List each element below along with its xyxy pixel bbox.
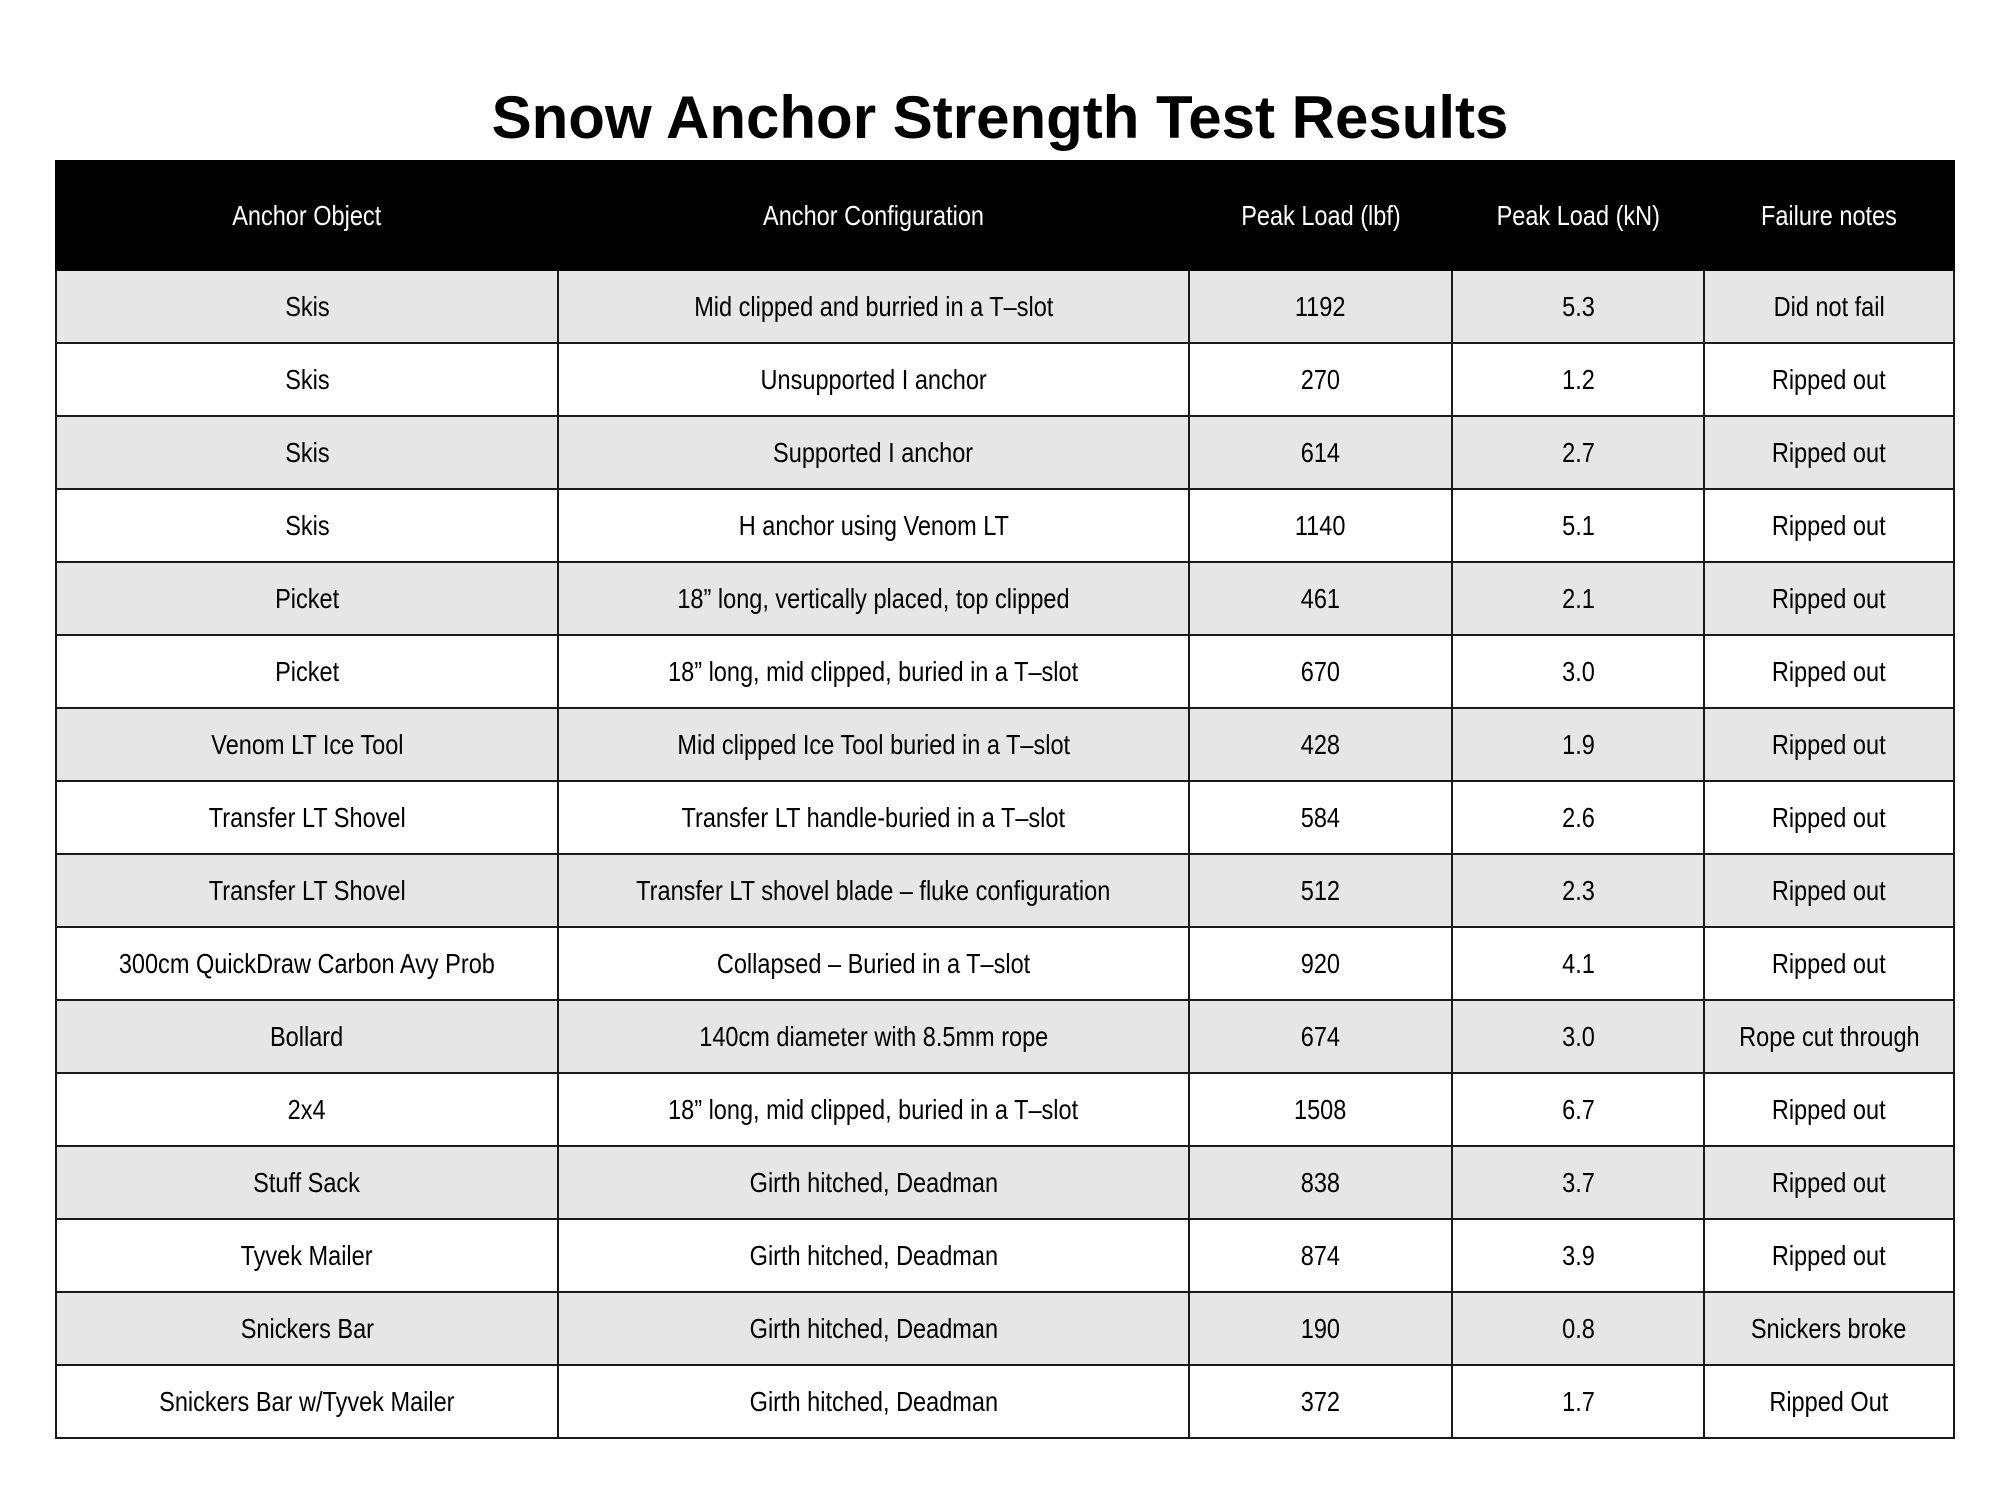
column-header-peak-load-lbf — [1189, 161, 1452, 270]
cell-anchor-object — [56, 416, 558, 489]
cell-value: Stuff Sack — [253, 1166, 361, 1198]
cell-failure-notes — [1704, 1219, 1954, 1292]
table-row — [56, 1073, 1954, 1146]
cell-value: 3.7 — [1561, 1166, 1595, 1198]
cell-anchor-object — [56, 708, 558, 781]
cell-value: 1.2 — [1561, 363, 1595, 395]
cell-value: 2.3 — [1561, 874, 1595, 906]
cell-anchor-object — [56, 1146, 558, 1219]
table-row — [56, 416, 1954, 489]
cell-value: Transfer LT Shovel — [208, 801, 406, 833]
cell-value: 1140 — [1295, 509, 1346, 541]
cell-peak-load-lbf — [1189, 343, 1452, 416]
cell-value: Ripped out — [1772, 1093, 1886, 1125]
cell-value: 1.7 — [1561, 1385, 1595, 1417]
table-row — [56, 489, 1954, 562]
table-row — [56, 1365, 1954, 1438]
cell-peak-load-lbf — [1189, 562, 1452, 635]
cell-value: 18” long, vertically placed, top clipped — [677, 582, 1070, 614]
cell-anchor-object — [56, 489, 558, 562]
cell-peak-load-lbf — [1189, 1219, 1452, 1292]
cell-value: Snickers Bar w/Tyvek Mailer — [159, 1385, 455, 1417]
cell-peak-load-kn — [1452, 708, 1704, 781]
cell-value: Ripped out — [1772, 655, 1886, 687]
cell-value: 18” long, mid clipped, buried in a T–slot — [668, 655, 1079, 687]
cell-peak-load-kn — [1452, 854, 1704, 927]
cell-value: Ripped out — [1772, 1239, 1886, 1271]
column-header-label: Anchor Object — [232, 199, 382, 231]
cell-failure-notes — [1704, 416, 1954, 489]
cell-anchor-configuration — [558, 1000, 1189, 1073]
cell-value: Skis — [284, 290, 330, 322]
cell-anchor-object — [56, 854, 558, 927]
cell-peak-load-kn — [1452, 927, 1704, 1000]
cell-anchor-object — [56, 1219, 558, 1292]
cell-anchor-configuration — [558, 416, 1189, 489]
cell-anchor-configuration — [558, 781, 1189, 854]
cell-value: Girth hitched, Deadman — [749, 1312, 998, 1344]
cell-peak-load-kn — [1452, 1000, 1704, 1073]
cell-peak-load-kn — [1452, 1219, 1704, 1292]
cell-anchor-configuration — [558, 489, 1189, 562]
table-row — [56, 343, 1954, 416]
cell-value: Collapsed – Buried in a T–slot — [716, 947, 1031, 979]
cell-value: 2.6 — [1561, 801, 1595, 833]
cell-anchor-configuration — [558, 1146, 1189, 1219]
cell-value: 6.7 — [1561, 1093, 1595, 1125]
column-header-anchor-configuration — [558, 161, 1189, 270]
cell-failure-notes — [1704, 1365, 1954, 1438]
cell-failure-notes — [1704, 635, 1954, 708]
table-row — [56, 1000, 1954, 1073]
column-header-label: Anchor Configuration — [763, 199, 984, 231]
cell-failure-notes — [1704, 708, 1954, 781]
cell-peak-load-kn — [1452, 635, 1704, 708]
cell-value: Girth hitched, Deadman — [749, 1239, 998, 1271]
table-row — [56, 1292, 1954, 1365]
cell-value: Ripped out — [1772, 801, 1886, 833]
cell-value: Ripped out — [1772, 1166, 1886, 1198]
cell-value: 1192 — [1295, 290, 1346, 322]
cell-peak-load-lbf — [1189, 1292, 1452, 1365]
page-title: Snow Anchor Strength Test Results — [491, 84, 1509, 152]
cell-value: Skis — [284, 363, 330, 395]
cell-anchor-object — [56, 1073, 558, 1146]
cell-value: 140cm diameter with 8.5mm rope — [698, 1020, 1049, 1052]
cell-anchor-configuration — [558, 343, 1189, 416]
cell-value: Ripped out — [1772, 436, 1886, 468]
cell-value: Ripped out — [1772, 509, 1886, 541]
cell-value: Girth hitched, Deadman — [749, 1166, 998, 1198]
cell-peak-load-lbf — [1189, 416, 1452, 489]
cell-value: Ripped out — [1772, 947, 1886, 979]
cell-anchor-configuration — [558, 854, 1189, 927]
cell-value: 920 — [1300, 947, 1341, 979]
cell-value: Unsupported I anchor — [760, 363, 987, 395]
table-row — [56, 708, 1954, 781]
cell-peak-load-lbf — [1189, 489, 1452, 562]
cell-value: Transfer LT handle-buried in a T–slot — [681, 801, 1066, 833]
cell-value: 670 — [1300, 655, 1341, 687]
cell-value: 428 — [1300, 728, 1341, 760]
cell-anchor-object — [56, 927, 558, 1000]
cell-value: Did not fail — [1773, 290, 1885, 322]
cell-anchor-configuration — [558, 635, 1189, 708]
cell-value: 270 — [1300, 363, 1341, 395]
cell-peak-load-lbf — [1189, 635, 1452, 708]
cell-anchor-object — [56, 1000, 558, 1073]
cell-value: 3.0 — [1561, 655, 1595, 687]
column-header-anchor-object — [56, 161, 558, 270]
cell-failure-notes — [1704, 343, 1954, 416]
cell-peak-load-kn — [1452, 1146, 1704, 1219]
table-row — [56, 854, 1954, 927]
cell-anchor-configuration — [558, 270, 1189, 343]
cell-value: Picket — [274, 655, 340, 687]
cell-peak-load-lbf — [1189, 708, 1452, 781]
cell-value: 1.9 — [1561, 728, 1595, 760]
column-header-label: Peak Load (kN) — [1496, 199, 1660, 231]
table-row — [56, 1219, 1954, 1292]
cell-failure-notes — [1704, 781, 1954, 854]
cell-failure-notes — [1704, 489, 1954, 562]
cell-value: Snickers Bar — [240, 1312, 374, 1344]
cell-anchor-configuration — [558, 1292, 1189, 1365]
cell-value: Snickers broke — [1751, 1312, 1907, 1344]
cell-value: Mid clipped Ice Tool buried in a T–slot — [677, 728, 1070, 760]
cell-anchor-configuration — [558, 1365, 1189, 1438]
column-header-failure-notes — [1704, 161, 1954, 270]
cell-value: Ripped out — [1772, 363, 1886, 395]
cell-value: Skis — [284, 509, 330, 541]
cell-value: Ripped out — [1772, 582, 1886, 614]
cell-value: 838 — [1300, 1166, 1341, 1198]
cell-failure-notes — [1704, 1292, 1954, 1365]
cell-anchor-object — [56, 562, 558, 635]
table-body — [56, 270, 1954, 1438]
cell-value: Transfer LT Shovel — [208, 874, 406, 906]
cell-peak-load-lbf — [1189, 1365, 1452, 1438]
cell-anchor-object — [56, 343, 558, 416]
cell-value: Venom LT Ice Tool — [210, 728, 404, 760]
cell-failure-notes — [1704, 1073, 1954, 1146]
cell-anchor-object — [56, 781, 558, 854]
cell-value: Transfer LT shovel blade – fluke configuration — [636, 874, 1111, 906]
cell-failure-notes — [1704, 927, 1954, 1000]
cell-value: Ripped Out — [1769, 1385, 1889, 1417]
cell-peak-load-kn — [1452, 562, 1704, 635]
cell-value: 190 — [1300, 1312, 1341, 1344]
cell-peak-load-kn — [1452, 1073, 1704, 1146]
cell-value: 5.3 — [1561, 290, 1595, 322]
table-row — [56, 270, 1954, 343]
cell-value: 0.8 — [1561, 1312, 1595, 1344]
cell-peak-load-kn — [1452, 489, 1704, 562]
cell-anchor-object — [56, 635, 558, 708]
table-row — [56, 1146, 1954, 1219]
cell-peak-load-kn — [1452, 781, 1704, 854]
cell-value: 372 — [1300, 1385, 1341, 1417]
cell-value: Supported I anchor — [773, 436, 974, 468]
cell-value: Tyvek Mailer — [240, 1239, 374, 1271]
cell-peak-load-kn — [1452, 416, 1704, 489]
cell-value: 512 — [1300, 874, 1341, 906]
cell-peak-load-lbf — [1189, 1000, 1452, 1073]
cell-peak-load-lbf — [1189, 270, 1452, 343]
cell-value: Ripped out — [1772, 728, 1886, 760]
cell-value: Skis — [284, 436, 330, 468]
cell-value: 2x4 — [288, 1093, 326, 1125]
cell-value: 874 — [1300, 1239, 1341, 1271]
cell-value: Ripped out — [1772, 874, 1886, 906]
cell-value: Bollard — [270, 1020, 344, 1052]
cell-value: 584 — [1300, 801, 1341, 833]
column-header-label: Failure notes — [1761, 199, 1897, 231]
cell-anchor-object — [56, 1292, 558, 1365]
cell-value: 300cm QuickDraw Carbon Avy Prob — [118, 947, 496, 979]
cell-peak-load-lbf — [1189, 1073, 1452, 1146]
column-header-label: Peak Load (lbf) — [1240, 199, 1401, 231]
cell-anchor-object — [56, 270, 558, 343]
cell-anchor-configuration — [558, 708, 1189, 781]
cell-value: Mid clipped and burried in a T–slot — [693, 290, 1054, 322]
cell-peak-load-kn — [1452, 1365, 1704, 1438]
cell-value: 3.9 — [1561, 1239, 1595, 1271]
results-table — [55, 160, 1955, 1439]
cell-peak-load-lbf — [1189, 781, 1452, 854]
cell-failure-notes — [1704, 270, 1954, 343]
cell-value: H anchor using Venom LT — [738, 509, 1009, 541]
cell-peak-load-kn — [1452, 343, 1704, 416]
cell-value: 2.1 — [1561, 582, 1595, 614]
cell-value: 1508 — [1294, 1093, 1347, 1125]
cell-anchor-configuration — [558, 927, 1189, 1000]
cell-failure-notes — [1704, 562, 1954, 635]
cell-peak-load-lbf — [1189, 1146, 1452, 1219]
cell-failure-notes — [1704, 1146, 1954, 1219]
cell-value: 18” long, mid clipped, buried in a T–slot — [668, 1093, 1079, 1125]
table-header — [56, 161, 1954, 270]
cell-failure-notes — [1704, 854, 1954, 927]
cell-value: Rope cut through — [1738, 1020, 1920, 1052]
cell-value: 5.1 — [1561, 509, 1595, 541]
cell-anchor-configuration — [558, 562, 1189, 635]
cell-peak-load-lbf — [1189, 854, 1452, 927]
table-row — [56, 635, 1954, 708]
cell-value: 3.0 — [1561, 1020, 1595, 1052]
cell-peak-load-kn — [1452, 1292, 1704, 1365]
cell-failure-notes — [1704, 1000, 1954, 1073]
cell-anchor-object — [56, 1365, 558, 1438]
cell-value: 614 — [1300, 436, 1341, 468]
cell-value: 461 — [1300, 582, 1341, 614]
cell-anchor-configuration — [558, 1073, 1189, 1146]
cell-value: 674 — [1300, 1020, 1341, 1052]
cell-peak-load-kn — [1452, 270, 1704, 343]
table-row — [56, 927, 1954, 1000]
table-row — [56, 781, 1954, 854]
header-row — [56, 161, 1954, 270]
cell-value: 4.1 — [1561, 947, 1595, 979]
cell-value: 2.7 — [1561, 436, 1595, 468]
cell-anchor-configuration — [558, 1219, 1189, 1292]
cell-value: Girth hitched, Deadman — [749, 1385, 998, 1417]
column-header-peak-load-kn — [1452, 161, 1704, 270]
cell-peak-load-lbf — [1189, 927, 1452, 1000]
cell-value: Picket — [274, 582, 340, 614]
table-row — [56, 562, 1954, 635]
